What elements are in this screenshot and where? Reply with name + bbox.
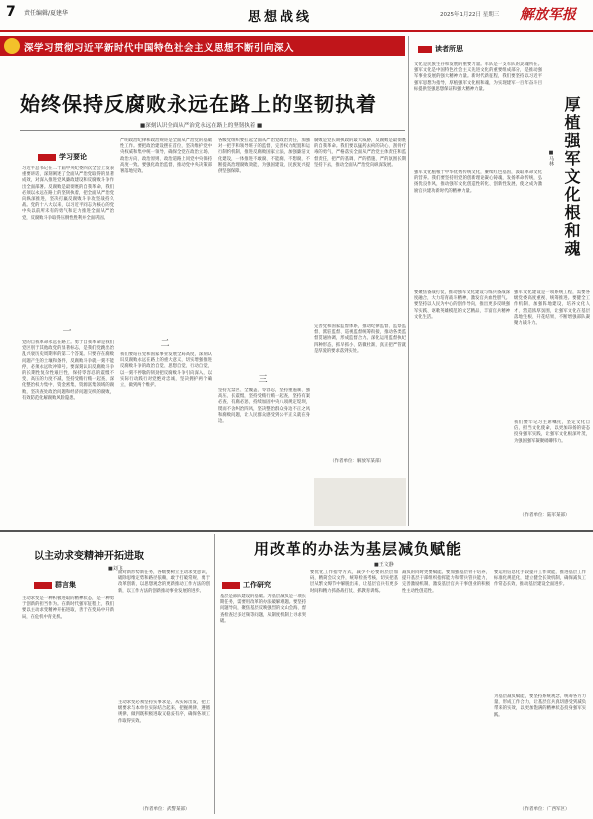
- lower-vertical-divider: [214, 534, 215, 814]
- lower-left-author-note: （作者单位：武警某部）: [140, 807, 190, 812]
- lower-left-col3-text: 主动求变必须坚持实事求是，从实际出发，把上级要求与本单位实际结合起来，把握规律、遵循规律，做到既积极进取又稳妥有序，确保各项工作取得实效。: [118, 700, 210, 724]
- subhead-bar-icon: [38, 154, 56, 161]
- main-col2-text: 严明政治纪律和政治规矩是全面从严治党的基础性工作。要把政治建设摆在首位，坚决维护党中央权威和集中统一领导，确保全党在政治立场、政治方向、政治原则、政治道路上同党中央保持高度一致。要强化政治监督，推动党中央决策部署落地见效。: [120, 138, 212, 175]
- section-mark-2: 二: [160, 339, 170, 349]
- right-col3-text: 要聚焦备战打仗，推动强军文化建设与练兵备战深度融合，大力培育战斗精神，激发官兵血性胆气。要坚持以人民为中心的创作导向，推出更多反映强军实践、讴歌英雄模范的文艺精品，丰富官兵精神文化生活。: [414, 290, 510, 320]
- lower-divider: [0, 530, 593, 532]
- lower-right-title: 用改革的办法为基层减负赋能: [254, 540, 463, 558]
- main-article-title: 始终保持反腐败永远在路上的坚韧执着: [20, 92, 377, 116]
- subhead-study: [38, 152, 87, 162]
- section-title: 思想战线: [248, 10, 313, 25]
- main-col1b-text: 党的自我革命永远在路上。勇于自我革命是我们党区别于其他政党的显著标志，是我们党跳出治乱兴衰历史周期率的第二个答案。只要存在腐败问题产生的土壤和条件，反腐败斗争就一刻不能停，必须永远吹冲锋号。要深刻认识反腐败斗争的长期性复杂性艰巨性，保持零容忍的震慑不变、高压的力度不减，坚持受贿行贿一起查，深化整治权力集中、资金密集、资源富集领域的腐败，坚决查处政治问题和经济问题交织的腐败，有效防范化解腐败风险隐患。: [22, 340, 114, 401]
- lower-right-col5-text: 为基层减负赋能，要坚持系统观念，统筹各方力量，形成工作合力，让基层官兵真切感受到减负带来的实效，以更加饱满的精神状态投身强军实践。: [494, 694, 586, 718]
- lower-left-subhead: [34, 580, 76, 590]
- right-label-text: 读者所思: [435, 45, 463, 53]
- lower-left-author: ■刘飞: [108, 566, 123, 572]
- lower-right-col1-text: 基层是部队建设的基础。为基层减负是一项长期任务，需要用改革的办法破解难题。要坚持问题导向，聚焦基层反映强烈的文山会海、督查检查过多过频等问题，从制度机制上寻求突破。: [220, 594, 306, 624]
- main-col4b-text: 完善党和国家监督体系，推动纪律监督、监察监督、派驻监督、巡视监督统筹衔接，推动各类监督贯通协调，形成监督合力。深化运用监督执纪四种形态，抓早抓小、防微杜渐，真正把严管就是厚爱的要求落到实处。: [314, 324, 406, 354]
- main-article-byline: ■深刻认识全面从严治党永远在路上的坚韧执着 ■: [140, 123, 263, 129]
- right-col1-text: 文化是民族生存和发展的重要力量。军队是一支军队的灵魂所在。强军文化是中国特色社会主义先进文化的重要组成部分，是推动强军事业发展的强大精神力量。新时代新征程，我们要坚持以习近平强军思想为指导，厚植强军文化根和魂，为实现建军一百年奋斗目标提供坚强思想保证和强大精神力量。: [414, 62, 542, 92]
- section-mark-3: 三: [258, 375, 268, 385]
- main-col3b-text: 坚持无禁区、全覆盖、零容忍，坚持重遏制、强高压、长震慑，坚持受贿行贿一起查，坚持有案必查、有腐必惩，持续加固中央八项规定堤坝，锲而不舍纠治四风，坚决整治群众身边不正之风和腐败问题，让人民群众感受到公平正义就在身边。: [218, 388, 310, 425]
- issue-date: 2025年1月22日 星期三: [440, 12, 500, 18]
- lower-right-subhead-label: 工作研究: [243, 581, 271, 589]
- title-divider: [20, 130, 405, 131]
- lower-left-subhead-label: 群言集: [55, 581, 76, 589]
- calligraphy-image: [314, 478, 406, 526]
- lower-right-subhead: [222, 580, 271, 590]
- main-col2b-text: 我们要站在党和国家事业发展全局高度，深刻认识反腐败永远在路上的重大意义，切实增强推进反腐败斗争的政治自觉、思想自觉、行动自觉，以一刻不停歇的韧劲把反腐败斗争引向深入，以实际行动践行对党绝对忠诚，坚决拥护两个确立，做到两个维护。: [120, 352, 212, 389]
- lower-right-col4-text: 要运用信息化手段提升工作效能，推进基层工作标准化规范化，建立健全长效机制，确保减负工作常态长效，推动基层建设全面进步。: [494, 570, 586, 588]
- label-bar-icon: [418, 46, 432, 53]
- right-col4-text: 强军文化建设是一项系统工程，需要各级党委高度重视、统筹推进。要健全工作机制，加强阵地建设，培养文化人才，营造浓厚氛围，让强军文化在基层落地生根、开花结果，不断增强部队凝聚力战斗力。: [514, 290, 590, 327]
- vertical-divider: [408, 36, 409, 526]
- right-col2-text: 强军文化植根于中华优秀传统文化，赓续红色基因，汲取革命文化的营养。我们要坚持用党的创新理论凝心铸魂，发扬革命传统，弘扬优良作风，推动强军文化创造性转化、创新性发展，使之成为激励官兵建功新时代的精神力量。: [414, 170, 542, 194]
- main-col3-text: 各级党组织要扛起全面从严治党政治责任，加强对一把手和领导班子的监督，完善权力配置和运行制约机制，推进反腐败国家立法，加强廉洁文化建设，一体推进不敢腐、不能腐、不想腐，不断提高治理腐败效能，为强国建设、民族复兴提供坚强保障。: [218, 138, 310, 175]
- party-emblem-icon: [4, 38, 20, 54]
- lower-right-author-note: （作者单位：广西军区）: [520, 807, 570, 812]
- main-col1-text: 习近平总书记在二十届中央纪委四次全会上发表重要讲话，深刻阐述了全面从严治党取得的显著成效，对深入推进党风廉政建设和反腐败斗争作出全面部署。反腐败是最彻底的自我革命，我们必须以永远在路上的坚韧执着，把全面从严治党向纵深推进，坚决打赢反腐败斗争攻坚战持久战。党的十八大以来，以习近平同志为核心的党中央以前所未有的勇气和定力推进全面从严治党，反腐败斗争取得压倒性胜利并全面巩固。: [22, 166, 114, 221]
- lower-left-title: 以主动求变精神开拓进取: [34, 551, 144, 562]
- right-label: [418, 44, 463, 54]
- banner-text: 深学习贯彻习近平新时代中国特色社会主义思想不断引向深入: [24, 43, 295, 54]
- section-mark-1: 一: [62, 327, 72, 337]
- main-author-note: （作者单位：解放军某部）: [330, 459, 384, 464]
- right-col5-text: 我们要牢记习主席嘱托，坚定文化自信，担当文化使命，以更加昂扬的姿态投身强军实践，让强军文化根深叶茂，为强国强军凝聚磅礴伟力。: [514, 420, 590, 444]
- masthead-logo: 解放军报: [520, 7, 576, 23]
- right-article-author: ■马林: [548, 150, 554, 166]
- lower-right-col2-text: 要优化工作指导方式，减少不必要的层层加码，精简会议文件，统筹检查考核，切实把基层从繁文缛节中解脱出来，让基层官兵有更多时间和精力抓备战打仗、抓教育训练。: [310, 570, 398, 594]
- lower-left-col2-text: 面对新形势新任务，各级要树立主动求变意识，破除思维定势和路径依赖，敢于打破常规、勇于改革创新，以思想观念的更新推动工作方法的创新，以工作方法的创新推动事业发展的进步。: [118, 570, 210, 594]
- lower-left-col1-text: 主动求变是一种积极进取的精神状态，是一种勇于创新的担当作为。在新时代强军征程上，我们要以主动求变精神开拓进取，善于在变局中开新局，在危机中育先机。: [22, 596, 114, 620]
- page-number: 7: [6, 4, 16, 20]
- subhead-study-label: 学习要论: [59, 153, 87, 161]
- lower-left-bar-icon: [34, 582, 52, 589]
- lower-right-bar-icon: [222, 582, 240, 589]
- lower-right-author: ■王文静: [374, 562, 394, 568]
- edition-line: 责任编辑/夏建华: [24, 10, 69, 17]
- right-author-note: （作者单位：陆军某部）: [520, 513, 570, 518]
- main-col4-text: 腐败是党长期执政的最大威胁，反腐败是最彻底的自我革命。我们要以猛药去疴的决心、刮骨疗毒的勇气、严格落实全面从严治党主体责任和监督责任，把严的基调、严的措施、严的氛围长期坚持下去，推动全面从严治党向纵深发展。: [314, 138, 406, 168]
- right-article-title: 厚植强军文化根和魂: [562, 96, 581, 258]
- lower-right-col3-text: 减负的同时更要赋能。要加强基层骨干培养，提升基层干部组织指挥能力和带兵管兵能力，完善激励机制，激发基层官兵干事创业的积极性主动性创造性。: [402, 570, 490, 594]
